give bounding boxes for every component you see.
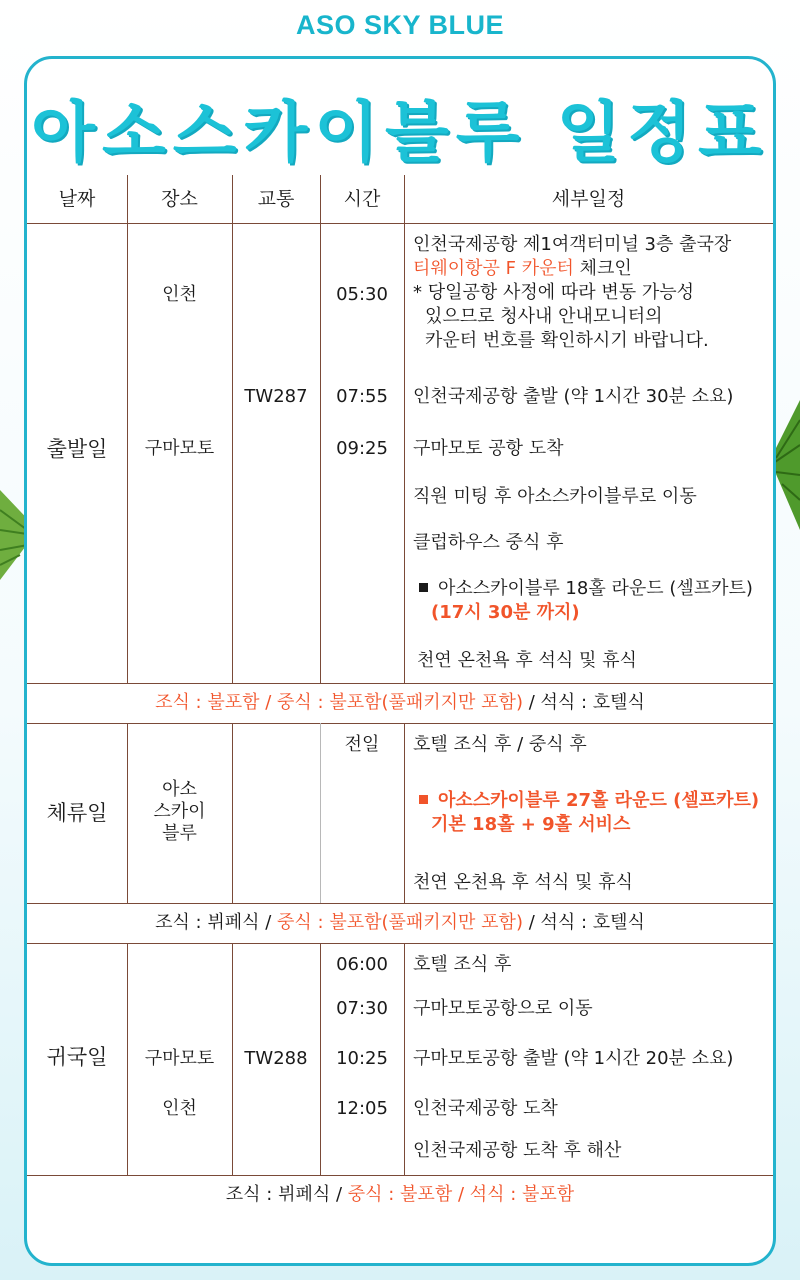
day2-detail-2 <box>419 789 771 837</box>
day3-detail-5: 인천국제공항 도착 후 해산 <box>413 1140 622 1161</box>
meal-dinner: 석식 : 불포함 <box>469 1184 575 1205</box>
day1-detail-7: 천연 온천욕 후 석식 및 휴식 <box>417 650 637 671</box>
rule <box>232 175 233 223</box>
day1-detail-2: 인천국제공항 출발 (약 1시간 30분 소요) <box>413 386 734 407</box>
meal-separator: / <box>259 692 278 713</box>
rule <box>232 223 233 683</box>
meal-row-1 <box>27 683 773 723</box>
round-time-note: (17시 30분 까지) <box>431 602 580 623</box>
counter-highlight: 티웨이항공 F 카운터 <box>413 258 574 279</box>
header-place: 장소 <box>161 188 198 210</box>
day1-transport: TW287 <box>244 386 308 407</box>
day1-time-1: 05:30 <box>336 284 388 305</box>
detail-line: 카운터 번호를 확인하시기 바랍니다. <box>425 330 709 351</box>
detail-text: 아소스카이블루 18홀 라운드 (셀프카트) <box>438 578 753 599</box>
day2-detail-1: 호텔 조식 후 / 중식 후 <box>413 734 587 755</box>
rule <box>232 723 233 903</box>
day1-place-2: 구마모토 <box>144 438 215 459</box>
day3-time-4: 12:05 <box>336 1098 388 1119</box>
page-title: 아소스카이블루 일정표 <box>31 94 769 171</box>
detail-line <box>413 257 771 281</box>
day2-place <box>127 779 232 845</box>
day3-label: 귀국일 <box>46 1045 108 1069</box>
place-line: 아소 <box>162 779 197 800</box>
place-line: 블루 <box>162 823 197 844</box>
day2-label: 체류일 <box>46 801 108 825</box>
day3-place-2: 인천 <box>162 1098 197 1119</box>
detail-line: 있으므로 청사내 안내모니터의 <box>425 306 663 327</box>
meal-row-3 <box>27 1175 773 1215</box>
detail-text: 아소스카이블루 27홀 라운드 (셀프카트) <box>438 790 760 811</box>
meal-dinner: 석식 : 호텔식 <box>540 692 645 713</box>
rule <box>127 175 128 223</box>
meal-separator: / <box>259 912 278 933</box>
meal-lunch: 중식 : 불포함(풀패키지만 포함) <box>277 912 523 933</box>
rule <box>320 175 321 223</box>
meal-lunch: 중식 : 불포함 <box>347 1184 453 1205</box>
day3-time-3: 10:25 <box>336 1048 388 1069</box>
header-time: 시간 <box>343 188 381 210</box>
rule <box>404 175 405 223</box>
day3-detail-4: 인천국제공항 도착 <box>413 1098 558 1119</box>
rule <box>27 223 773 224</box>
day1-place-1: 인천 <box>162 284 197 305</box>
place-line: 스카이 <box>153 801 206 822</box>
detail-line: 인천국제공항 제1여객터미널 3층 출국장 <box>413 234 732 255</box>
meal-lunch: 중식 : 불포함(풀패키지만 포함) <box>277 692 523 713</box>
meal-breakfast: 조식 : 뷔페식 <box>155 912 260 933</box>
day3-detail-3: 구마모토공항 출발 (약 1시간 20분 소요) <box>413 1048 734 1069</box>
header-detail: 세부일정 <box>551 188 626 210</box>
day1-detail-5: 클럽하우스 중식 후 <box>413 532 564 553</box>
day2-detail-3: 천연 온천욕 후 석식 및 휴식 <box>413 872 633 893</box>
detail-line: * 당일공항 사정에 따라 변동 가능성 <box>413 282 695 303</box>
day1-time-2: 07:55 <box>336 386 388 407</box>
rule <box>404 723 405 903</box>
day1-detail-3: 구마모토 공항 도착 <box>413 438 564 459</box>
day3-time-2: 07:30 <box>336 998 388 1019</box>
header-date: 날짜 <box>58 188 96 210</box>
day1-time-3: 09:25 <box>336 438 388 459</box>
day1-detail-4: 직원 미팅 후 아소스카이블루로 이동 <box>413 486 697 507</box>
bullet-square-icon <box>419 583 428 592</box>
round-bonus-note: 기본 18홀 + 9홀 서비스 <box>431 814 631 835</box>
meal-breakfast: 조식 : 불포함 <box>155 692 260 713</box>
meal-separator: / <box>522 692 541 713</box>
header-transport: 교통 <box>257 188 295 210</box>
rule <box>27 943 773 944</box>
day3-detail-2: 구마모토공항으로 이동 <box>413 998 593 1019</box>
day1-detail-1 <box>413 233 771 353</box>
day2-time-1: 전일 <box>344 734 380 755</box>
bullet-square-icon <box>419 795 428 804</box>
schedule-card <box>24 56 776 1266</box>
meal-separator: / <box>522 912 541 933</box>
day3-place-1: 구마모토 <box>144 1048 215 1069</box>
brand-name: ASO SKY BLUE <box>295 10 505 40</box>
day1-label: 출발일 <box>46 437 108 461</box>
meal-row-2 <box>27 903 773 943</box>
meal-separator: / <box>330 1184 348 1205</box>
meal-dinner: 석식 : 호텔식 <box>540 912 645 933</box>
day3-detail-1: 호텔 조식 후 <box>413 954 512 975</box>
meal-separator: / <box>452 1184 470 1205</box>
detail-text: 체크인 <box>573 258 632 279</box>
meal-breakfast: 조식 : 뷔페식 <box>225 1184 331 1205</box>
day1-detail-6 <box>419 577 771 625</box>
rule <box>404 943 405 1175</box>
day3-transport: TW288 <box>244 1048 308 1069</box>
day3-time-1: 06:00 <box>336 954 388 975</box>
rule <box>27 723 773 724</box>
rule <box>404 223 405 683</box>
